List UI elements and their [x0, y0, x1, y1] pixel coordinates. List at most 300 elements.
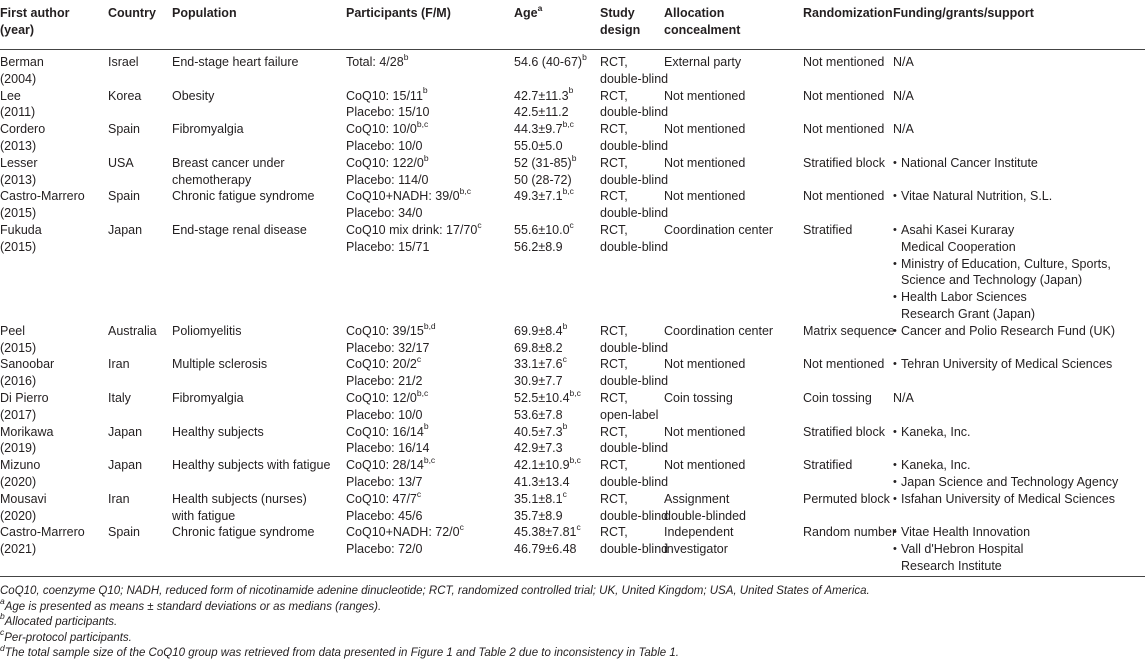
age-cell-line: 30.9±7.7 [514, 374, 563, 389]
design-cell-line: double-blind [600, 441, 669, 456]
column-header [514, 0, 600, 50]
footnote-marker: c [569, 219, 574, 230]
age-cell-line: 55.6±10.0$^c$ [514, 219, 574, 237]
author-cell [0, 323, 108, 357]
funding-item: • Tehran University of Medical Sciences [893, 356, 1143, 373]
funding-cell [893, 222, 1145, 323]
population-cell [172, 88, 346, 122]
population-cell-line: with fatigue [172, 508, 236, 523]
footnote-marker: b [562, 421, 568, 432]
author-cell [0, 524, 108, 574]
design-cell [600, 188, 669, 222]
funding-cell [893, 524, 1145, 574]
participants-cell [346, 454, 514, 491]
country-cell [108, 390, 172, 424]
participants-cell-line: Placebo: 10/0 [346, 407, 423, 422]
funding-item: • Vitae Health Innovation [893, 524, 1143, 541]
funding-list [893, 524, 1143, 574]
population-cell-line: Chronic fatigue syndrome [172, 525, 315, 540]
randomization-cell-line: Not mentioned [803, 55, 885, 69]
footnote-marker: b,c [569, 387, 581, 398]
participants-cell-line: CoQ10: 20/2$^c$ [346, 354, 422, 372]
age-cell-line: $44.3\pm 9.7^{b,c}$ [514, 119, 574, 137]
footnote-marker: b [571, 152, 577, 163]
funding-cell [893, 323, 1145, 357]
table-row [0, 390, 1145, 424]
randomization-cell-line: Stratified block [803, 424, 885, 439]
footnote [0, 626, 1145, 647]
design-cell [600, 424, 669, 458]
column-header-line: Allocation [664, 6, 725, 20]
allocation-cell-line: double-blinded [664, 508, 747, 523]
funding-item: • Isfahan University of Medical Sciences [893, 491, 1143, 508]
randomization-cell [803, 390, 893, 424]
participants-cell-line: CoQ10: 122/0$^b$ [346, 152, 429, 170]
population-cell [172, 457, 346, 491]
author-cell-line: Fukuda [0, 222, 42, 237]
age-cell [514, 121, 600, 155]
author-cell-line: (2004) [0, 71, 37, 86]
design-cell-line: RCT, [600, 222, 628, 237]
design-cell-line: RCT, [600, 189, 628, 204]
footnote-marker: b,c [423, 454, 436, 465]
population-cell [172, 356, 346, 390]
funding-list [893, 424, 1143, 441]
column-header [600, 0, 664, 50]
table-row [0, 457, 1145, 491]
author-cell [0, 356, 108, 390]
population-cell-line: Health subjects (nurses) [172, 491, 307, 506]
country-cell [108, 424, 172, 458]
country-cell-line: Japan [108, 458, 143, 473]
allocation-cell [664, 222, 803, 323]
participants-cell [346, 524, 514, 574]
country-cell [108, 155, 172, 189]
funding-item: • Cancer and Polio Research Fund (UK) [893, 323, 1143, 340]
population-cell [172, 424, 346, 458]
participants-cell-line: Placebo: 114/0 [346, 172, 429, 187]
design-cell-line: RCT, [600, 525, 628, 540]
randomization-cell-line: Permuted block [803, 491, 890, 506]
age-cell [514, 188, 600, 222]
design-cell-line: RCT, [600, 390, 628, 405]
design-cell [600, 50, 669, 88]
author-cell [0, 121, 108, 155]
participants-cell-line: Placebo: 45/6 [346, 508, 423, 523]
funding-list [893, 356, 1143, 373]
participants-cell [346, 421, 514, 458]
randomization-cell-line: Not mentioned [803, 122, 885, 137]
author-cell [0, 188, 108, 222]
allocation-cell [664, 155, 803, 189]
participants-cell [346, 50, 514, 88]
footnote-marker: c [562, 488, 567, 499]
footnote-text: The total sample size of the CoQ10 group was retrieved from data presented in Figure 1 and Table 2 due to inconsistency in Table 1. [4, 647, 679, 660]
participants-cell-line: CoQ10: 10/0$^{b,c}$ [346, 119, 429, 137]
funding-cell [893, 50, 1145, 88]
author-cell [0, 424, 108, 458]
country-cell-line: Italy [108, 390, 131, 405]
country-cell [108, 121, 172, 155]
author-cell [0, 222, 108, 323]
age-cell-line: 46.79±6.48 [514, 542, 577, 557]
population-cell-line: Obesity [172, 88, 215, 103]
design-cell-line: open-label [600, 407, 659, 422]
age-cell [514, 356, 600, 390]
participants-cell-line: CoQ10: 15/11$^b$ [346, 85, 428, 103]
age-cell-line: 52 $(31-85)^b$ [514, 152, 577, 170]
footnote-text: Allocated participants. [4, 616, 118, 629]
age-cell-line: 55.0±5.0 [514, 138, 563, 153]
participants-cell-line: Placebo: 21/2 [346, 374, 423, 389]
funding-list [893, 188, 1143, 205]
column-header-line: Population [172, 6, 237, 20]
age-cell-line: 45.38±7.81$^c$ [514, 522, 581, 540]
author-cell [0, 457, 108, 491]
footnote-marker: b [582, 51, 587, 62]
funding-cell [893, 121, 1145, 155]
footnote-marker: b,c [459, 186, 471, 197]
table-row [0, 188, 1145, 222]
funding-cell [893, 188, 1145, 222]
randomization-cell [803, 88, 893, 122]
column-header-line: concealment [664, 22, 741, 37]
funding-item: • National Cancer Institute [893, 155, 1143, 172]
age-cell-line: 41.3±13.4 [514, 474, 570, 489]
table-row [0, 356, 1145, 390]
funding-list [893, 54, 1143, 71]
column-header-line: Funding/grants/support [893, 6, 1034, 20]
author-cell-line: Peel [0, 323, 26, 338]
footnote-marker: c [416, 488, 422, 499]
participants-cell [346, 188, 514, 222]
age-cell-line: $52.5\pm 10.4^{b,c}$ [514, 387, 581, 405]
country-cell [108, 50, 172, 88]
author-cell [0, 50, 108, 88]
column-header [108, 0, 172, 50]
column-header-line: First author [0, 6, 70, 20]
participants-cell-line: CoQ10: 12/0$^{b,c}$ [346, 387, 429, 405]
funding-item: N/A [893, 122, 914, 137]
funding-cell [893, 88, 1145, 122]
participants-cell-line: CoQ10: 39/15$^{b,d}$ [346, 320, 436, 338]
age-cell-line: 54.6 $(40-67)^b$ [514, 51, 587, 69]
funding-item: • Japan Science and Technology Agency [893, 474, 1143, 491]
author-cell-line: Castro-Marrero [0, 525, 85, 540]
age-cell-line: 42.5±11.2 [514, 105, 569, 120]
age-cell [514, 454, 600, 491]
funding-item-cont: Science and Technology (Japan) [901, 273, 1083, 288]
participants-cell-line: CoQ10: 47/7$^c$ [346, 488, 422, 506]
participants-cell [346, 387, 514, 424]
funding-list [893, 390, 1143, 407]
population-cell-line: End-stage heart failure [172, 55, 299, 69]
randomization-cell-line: Random number [803, 525, 897, 540]
design-cell-line: double-blind [600, 138, 669, 153]
country-cell-line: Japan [108, 222, 143, 237]
allocation-cell-line: Not mentioned [664, 357, 746, 372]
population-cell-line: Poliomyelitis [172, 323, 242, 338]
population-cell-line: End-stage renal disease [172, 222, 307, 237]
author-cell-line: (2020) [0, 508, 37, 523]
population-cell [172, 50, 346, 88]
age-cell-line: 42.7±11.3$^b$ [514, 85, 574, 103]
participants-cell-line: Placebo: 34/0 [346, 206, 423, 221]
randomization-cell [803, 457, 893, 491]
country-cell [108, 491, 172, 525]
column-header [664, 0, 803, 50]
funding-item: N/A [893, 390, 914, 405]
randomization-cell-line: Not mentioned [803, 357, 885, 372]
table-row [0, 222, 1145, 323]
country-cell-line: Japan [108, 424, 143, 439]
country-cell [108, 88, 172, 122]
author-cell-line: (2020) [0, 474, 37, 489]
participants-cell [346, 121, 514, 155]
design-cell [600, 457, 669, 491]
age-cell [514, 152, 600, 189]
design-cell-line: RCT, [600, 357, 628, 372]
table-body [0, 50, 1145, 575]
country-cell-line: Spain [108, 122, 140, 137]
funding-list [893, 121, 1143, 138]
author-cell-line: (2013) [0, 172, 37, 187]
allocation-cell-line: Not mentioned [664, 189, 746, 204]
allocation-cell-line: External party [664, 55, 742, 69]
author-cell [0, 88, 108, 122]
randomization-cell-line: Stratified block [803, 155, 885, 170]
age-cell-line: 69.9±8.4$^b$ [514, 320, 568, 338]
country-cell [108, 356, 172, 390]
design-cell-line: double-blind [600, 340, 669, 355]
table-row [0, 424, 1145, 458]
funding-item: • Vall d'Hebron Hospital [893, 541, 1143, 558]
author-cell-line: Cordero [0, 122, 46, 137]
footnote-marker: b [423, 421, 429, 432]
participants-cell-line: CoQ10+NADH: 72/0$^c$ [346, 522, 464, 540]
participants-cell [346, 152, 514, 189]
author-cell-line: Sanoobar [0, 357, 55, 372]
footnote-text: CoQ10, coenzyme Q10; NADH, reduced form of nicotinamide adenine dinucleotide; RCT, randomized controlled trial; UK, United Kingdom; USA, United States of America. [0, 585, 870, 597]
randomization-cell [803, 155, 893, 189]
footnote-text: Per-protocol participants. [4, 631, 132, 644]
design-cell-line: double-blind [600, 172, 669, 187]
author-cell-line: (2017) [0, 407, 37, 422]
age-cell-line: 56.2±8.9 [514, 239, 563, 254]
participants-cell-line: Placebo: 13/7 [346, 474, 423, 489]
footnote-text: Age is presented as means ± standard deviations or as medians (ranges). [4, 600, 382, 613]
country-cell [108, 188, 172, 222]
participants-cell-line: CoQ10+NADH: 39/0$^{b,c}$ [346, 186, 471, 204]
design-cell-line: RCT, [600, 155, 628, 170]
footnote-marker: b,c [569, 454, 581, 465]
age-cell-line: 35.1±8.1$^c$ [514, 488, 567, 506]
allocation-cell-line: Not mentioned [664, 155, 746, 170]
design-cell-line: double-blind [600, 474, 669, 489]
participants-cell-line: Placebo: 15/71 [346, 239, 430, 254]
participants-cell [346, 320, 514, 357]
author-cell-line: Mousavi [0, 491, 47, 506]
age-cell [514, 50, 600, 88]
funding-cell [893, 457, 1145, 491]
country-cell [108, 222, 172, 323]
design-cell [600, 390, 664, 424]
column-header-line: Randomization [803, 6, 893, 20]
table-row [0, 121, 1145, 155]
allocation-cell-line: Coin tossing [664, 390, 733, 405]
allocation-cell-line: Assignment [664, 491, 730, 506]
design-cell-line: double-blind [600, 542, 669, 557]
age-cell-line: 42.9±7.3 [514, 441, 563, 456]
randomization-cell-line: Not mentioned [803, 189, 885, 204]
participants-cell-line: Placebo: 10/0 [346, 138, 423, 153]
country-cell-line: USA [108, 155, 134, 170]
author-cell-line: (2015) [0, 239, 37, 254]
column-header [172, 0, 346, 50]
allocation-cell [664, 323, 803, 357]
country-cell-line: Spain [108, 525, 140, 540]
funding-item-cont: Research Grant (Japan) [901, 306, 1036, 321]
country-cell [108, 524, 172, 574]
allocation-cell [664, 390, 803, 424]
funding-item: N/A [893, 55, 914, 69]
population-cell-line: Healthy subjects with fatigue [172, 458, 331, 473]
funding-item: • Asahi Kasei Kuraray [893, 222, 1143, 239]
author-cell-line: (2021) [0, 542, 37, 557]
design-cell-line: double-blind [600, 206, 669, 221]
footnote [0, 584, 1145, 600]
country-cell [108, 457, 172, 491]
age-cell [514, 488, 600, 525]
author-cell-line: Di Pierro [0, 390, 49, 405]
design-cell-line: RCT, [600, 458, 628, 473]
footnote-marker: b,c [562, 119, 574, 130]
footnote-marker: b [422, 85, 428, 96]
randomization-cell [803, 50, 893, 88]
age-cell [514, 320, 600, 357]
author-cell-line: Mizuno [0, 458, 41, 473]
column-header-line: (year) [0, 22, 35, 37]
randomization-cell [803, 524, 897, 574]
participants-cell-line: Placebo: 15/10 [346, 105, 430, 120]
participants-cell [346, 219, 514, 323]
funding-list [893, 457, 1143, 491]
footnote-marker: b [0, 611, 5, 622]
footnote-marker: c [477, 219, 482, 230]
footnote-marker: b [423, 152, 429, 163]
column-header [893, 0, 1145, 50]
footnote [0, 595, 1145, 616]
design-cell [600, 222, 669, 323]
age-cell [514, 524, 600, 574]
design-cell-line: RCT, [600, 424, 628, 439]
table-row [0, 50, 1145, 88]
author-cell-line: Lesser [0, 155, 38, 170]
funding-cell [893, 424, 1145, 458]
population-cell-line: Breast cancer under [172, 155, 285, 170]
author-cell-line: (2019) [0, 441, 37, 456]
author-cell-line: (2013) [0, 138, 37, 153]
table-header [0, 0, 1145, 50]
design-cell [600, 88, 669, 122]
author-cell-line: (2015) [0, 340, 37, 355]
randomization-cell-line: Stratified [803, 222, 853, 237]
randomization-cell [803, 222, 893, 323]
randomization-cell [803, 121, 893, 155]
population-cell [172, 491, 346, 525]
age-cell-line: 69.8±8.2 [514, 340, 563, 355]
participants-cell-line: Total: 4/28$^b$ [346, 51, 409, 69]
country-cell-line: Israel [108, 55, 139, 69]
funding-item-cont: Research Institute [901, 558, 1002, 573]
funding-item: • Vitae Natural Nutrition, S.L. [893, 188, 1143, 205]
author-cell-line: (2011) [0, 105, 36, 120]
funding-list [893, 88, 1143, 105]
design-cell-line: RCT, [600, 323, 628, 338]
allocation-cell-line: investigator [664, 542, 728, 557]
table-row [0, 491, 1145, 525]
author-cell-line: (2015) [0, 206, 37, 221]
funding-cell [893, 491, 1145, 525]
footnote-marker: b [562, 320, 568, 331]
column-header-line: Country [108, 6, 156, 20]
participants-cell [346, 85, 514, 122]
author-cell-line: Lee [0, 88, 21, 103]
country-cell-line: Spain [108, 189, 140, 204]
design-cell [600, 155, 669, 189]
design-cell [600, 491, 669, 525]
population-cell [172, 323, 346, 357]
column-header [0, 0, 108, 50]
funding-item: • Ministry of Education, Culture, Sports, [893, 256, 1143, 273]
participants-cell-line: CoQ10: 28/14$^{b,c}$ [346, 454, 436, 473]
randomization-cell [803, 188, 893, 222]
allocation-cell [664, 188, 803, 222]
table-footnotes [0, 584, 1145, 662]
allocation-cell [664, 50, 803, 88]
allocation-cell [664, 524, 803, 574]
participants-cell-line: Placebo: 16/14 [346, 441, 430, 456]
population-cell-line: Chronic fatigue syndrome [172, 189, 315, 204]
footnote-marker: b,d [423, 320, 436, 331]
funding-item: N/A [893, 88, 914, 103]
footnote-marker: b,c [416, 387, 429, 398]
participants-cell-line: Placebo: 32/17 [346, 340, 430, 355]
country-cell-line: Korea [108, 88, 142, 103]
footnote-marker: b,c [562, 186, 574, 197]
allocation-cell [664, 424, 803, 458]
age-cell [514, 85, 600, 122]
participants-cell-line: CoQ10 mix drink: 17/70$^c$ [346, 219, 482, 237]
age-cell [514, 387, 600, 424]
footnote-marker: d [0, 642, 5, 653]
allocation-cell-line: Coordination center [664, 323, 774, 338]
design-cell [600, 121, 669, 155]
randomization-cell [803, 424, 893, 458]
design-cell [600, 323, 669, 357]
allocation-cell-line: Coordination center [664, 222, 774, 237]
footnote [0, 611, 1145, 631]
design-cell-line: RCT, [600, 491, 628, 506]
design-cell [600, 356, 669, 390]
allocation-cell [664, 356, 803, 390]
population-cell [172, 188, 346, 222]
funding-item: • Kaneka, Inc. [893, 457, 1143, 474]
age-cell-line: $49.3\pm 7.1^{b,c}$ [514, 186, 574, 204]
footnote-marker: c [459, 522, 464, 533]
randomization-cell [803, 491, 893, 525]
design-cell-line: RCT, [600, 55, 628, 69]
